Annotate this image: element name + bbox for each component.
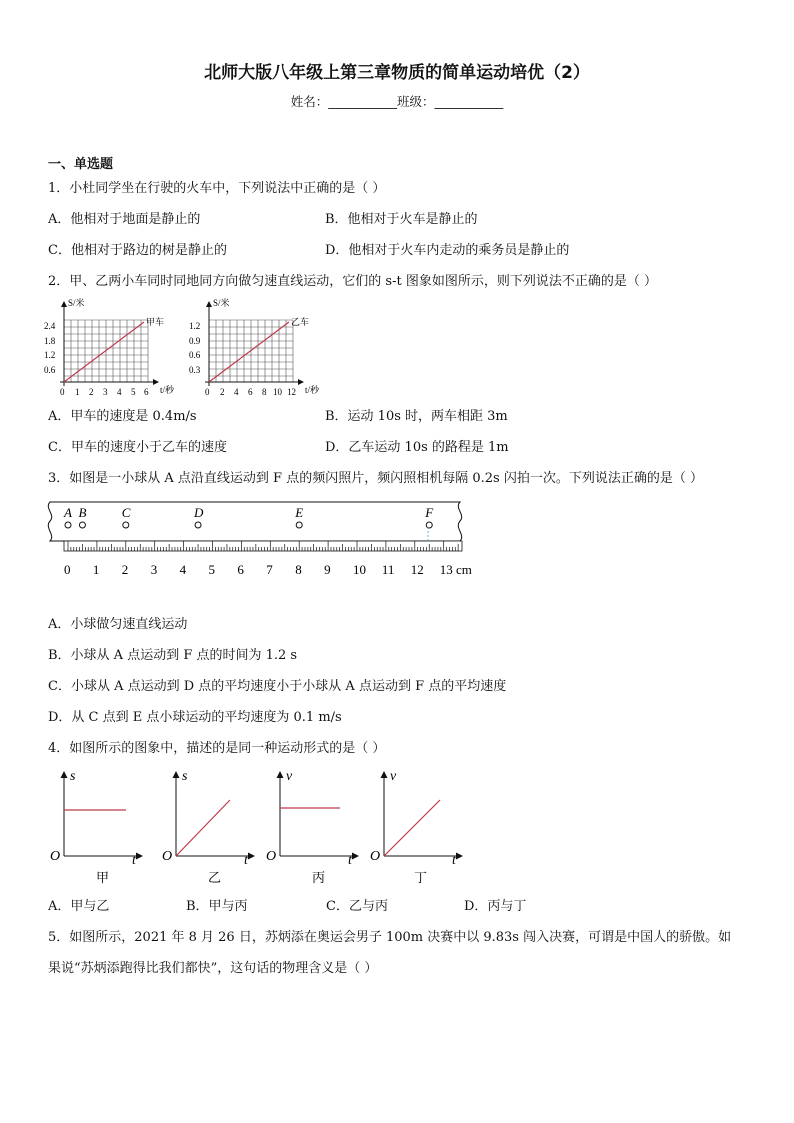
- point-label: D: [194, 505, 204, 520]
- ball-point: [79, 522, 85, 528]
- graph-ding-origin: O: [370, 849, 381, 864]
- ruler-number: 5: [208, 562, 215, 577]
- graph-bing-x-axis-label: t: [348, 853, 352, 868]
- graph-jia-line-label: 甲车: [146, 317, 165, 327]
- q2-option-d: D．乙车运动 10s 的路程是 1m: [325, 440, 509, 455]
- ball-point: [426, 522, 432, 528]
- graph-jia-xtick: 6: [144, 387, 149, 397]
- ruler-number: 4: [179, 562, 187, 577]
- graph-jia-xtick: 3: [103, 387, 108, 397]
- q4-stem: 4．如图所示的图象中，描述的是同一种运动形式的是（ ）: [48, 741, 386, 756]
- graph-yi-line: [209, 322, 289, 382]
- graph-yi-ytick: 0.6: [189, 350, 201, 360]
- ruler-number: 11: [381, 562, 395, 577]
- graph-yi-ytick: 1.2: [189, 321, 201, 331]
- point-label: C: [121, 505, 131, 520]
- ruler-number: 6: [237, 562, 244, 577]
- q5-stem-line2: 果说“苏炳添跑得比我们都快”，这句话的物理含义是（ ）: [48, 961, 378, 976]
- graph-yi-car: [189, 297, 320, 397]
- ball-point: [195, 522, 201, 528]
- graph-jia-xtick: 2: [89, 387, 94, 397]
- page-title: 北师大版八年级上第三章物质的简单运动培优（2）: [204, 63, 590, 83]
- graph-jia-xtick: 1: [75, 387, 80, 397]
- graph-jia-xlabel: t/秒: [160, 385, 175, 395]
- graph-yi-xtick: 10: [273, 387, 282, 397]
- graph-bing-caption: 丙: [312, 870, 326, 885]
- graph-bing-origin: O: [266, 849, 277, 864]
- graph-yi-xtick: 4: [234, 387, 239, 397]
- q2-option-b: B．运动 10s 时，两车相距 3m: [325, 409, 508, 424]
- section-title: 一、单选题: [48, 157, 114, 172]
- q2-stem: 2．甲、乙两小车同时同地同方向做匀速直线运动，它们的 s-t 图象如图所示，则下列说法不正确的是（ ）: [48, 274, 657, 289]
- point-label: A: [64, 505, 72, 520]
- graph-yi-xlabel: t/秒: [305, 385, 320, 395]
- graph-yi-caption: 乙: [208, 870, 222, 885]
- graph-yi-line-label: 乙车: [291, 317, 310, 327]
- graph-yi-xtick: 8: [262, 387, 267, 397]
- graph-jia-ytick: 1.2: [44, 350, 56, 360]
- q3-stem: 3．如图是一小球从 A 点沿直线运动到 F 点的频闪照片，频闪照相机每隔 0.2s 闪拍一次。下列说法正确的是（ ）: [48, 471, 703, 486]
- point-label: E: [295, 505, 304, 520]
- ruler-number: 8: [295, 562, 302, 577]
- q1-stem: 1．小杜同学坐在行驶的火车中，下列说法中正确的是（ ）: [48, 181, 386, 196]
- graph-jia-car: [44, 297, 175, 397]
- graph-ding-caption: 丁: [414, 870, 428, 885]
- graph-jia-xtick: 0: [60, 387, 65, 397]
- graph-ding-y-axis-label: v: [390, 769, 397, 784]
- ruler-number: 9: [324, 562, 331, 577]
- graph-yi-ytick: 0.3: [189, 365, 201, 375]
- graph-yi-xtick: 0: [205, 387, 210, 397]
- ruler-number: 10: [353, 562, 366, 577]
- q2-st-graphs: [40, 296, 320, 400]
- ball-point: [65, 522, 71, 528]
- graph-bing: [266, 769, 358, 885]
- ruler-body: [64, 541, 462, 551]
- photo-strip: [48, 502, 461, 541]
- q1-option-b: B．他相对于火车是静止的: [325, 212, 478, 227]
- q4-motion-graphs: [44, 764, 474, 888]
- graph-jia-x-axis-label: t: [132, 853, 136, 868]
- graph-jia: [50, 769, 142, 885]
- graph-jia-caption: 甲: [96, 870, 110, 885]
- graph-jia-ytick: 0.6: [44, 365, 56, 375]
- q3-option-c: C．小球从 A 点运动到 D 点的平均速度小于小球从 A 点运动到 F 点的平均速度: [48, 679, 507, 694]
- graph-yi-xtick: 2: [220, 387, 225, 397]
- q4-option-a: A．甲与乙: [48, 899, 110, 914]
- graph-jia-origin: O: [50, 849, 61, 864]
- q5-stem-line1: 5．如图所示，2021 年 8 月 26 日，苏炳添在奥运会男子 100m 决赛中以 9.83s 闯入决赛，可谓是中国人的骄傲。如: [48, 930, 732, 945]
- q4-option-c: C．乙与丙: [326, 899, 388, 914]
- q3-option-b: B．小球从 A 点运动到 F 点的时间为 1.2 s: [48, 648, 298, 663]
- graph-yi-y-axis-label: s: [182, 769, 188, 784]
- graph-jia-xtick: 4: [117, 387, 122, 397]
- graph-yi: [162, 769, 254, 885]
- graph-bing-y-axis-label: v: [286, 769, 293, 784]
- graph-yi-ytick: 0.9: [189, 336, 201, 346]
- point-label: B: [78, 505, 87, 520]
- graph-jia-y-axis-label: s: [70, 769, 76, 784]
- ball-point: [296, 522, 302, 528]
- student-info-line: 姓名：___________班级：___________: [290, 94, 504, 109]
- q1-option-d: D．他相对于火车内走动的乘务员是静止的: [325, 243, 570, 258]
- point-label: F: [425, 505, 434, 520]
- graph-yi-origin: O: [162, 849, 173, 864]
- ruler-number: 13 cm: [439, 562, 472, 577]
- q1-option-a: A．他相对于地面是静止的: [48, 212, 201, 227]
- graph-jia-ytick: 2.4: [44, 321, 56, 331]
- q2-option-a: A．甲车的速度是 0.4m/s: [48, 409, 197, 424]
- q3-strobe-ruler-figure: [40, 495, 480, 580]
- ruler-number: 3: [150, 562, 158, 577]
- q3-option-d: D．从 C 点到 E 点小球运动的平均速度为 0.1 m/s: [48, 710, 342, 725]
- graph-yi-ylabel: S/米: [213, 298, 230, 308]
- q3-option-a: A．小球做匀速直线运动: [48, 617, 188, 632]
- ruler-number: 2: [121, 562, 129, 577]
- graph-jia-xtick: 5: [131, 387, 136, 397]
- ruler-number: 7: [266, 562, 273, 577]
- q1-option-c: C．他相对于路边的树是静止的: [48, 243, 227, 258]
- ruler-number: 1: [92, 562, 100, 577]
- graph-ding-line: [384, 800, 440, 856]
- graph-yi-x-axis-label: t: [244, 853, 248, 868]
- ball-point: [123, 522, 129, 528]
- graph-yi-xtick: 6: [248, 387, 253, 397]
- graph-ding-x-axis-label: t: [452, 853, 456, 868]
- graph-yi-xtick: 12: [287, 387, 296, 397]
- graph-yi-line: [176, 800, 230, 856]
- graph-jia-line: [64, 322, 144, 382]
- q2-option-c: C．甲车的速度小于乙车的速度: [48, 440, 227, 455]
- graph-jia-ylabel: S/米: [68, 298, 85, 308]
- ruler-number: 12: [410, 562, 424, 577]
- ruler-number: 0: [64, 562, 71, 577]
- graph-jia-ytick: 1.8: [44, 336, 56, 346]
- q4-option-d: D．丙与丁: [464, 899, 527, 914]
- graph-ding: [370, 769, 462, 885]
- q4-option-b: B．甲与丙: [186, 899, 248, 914]
